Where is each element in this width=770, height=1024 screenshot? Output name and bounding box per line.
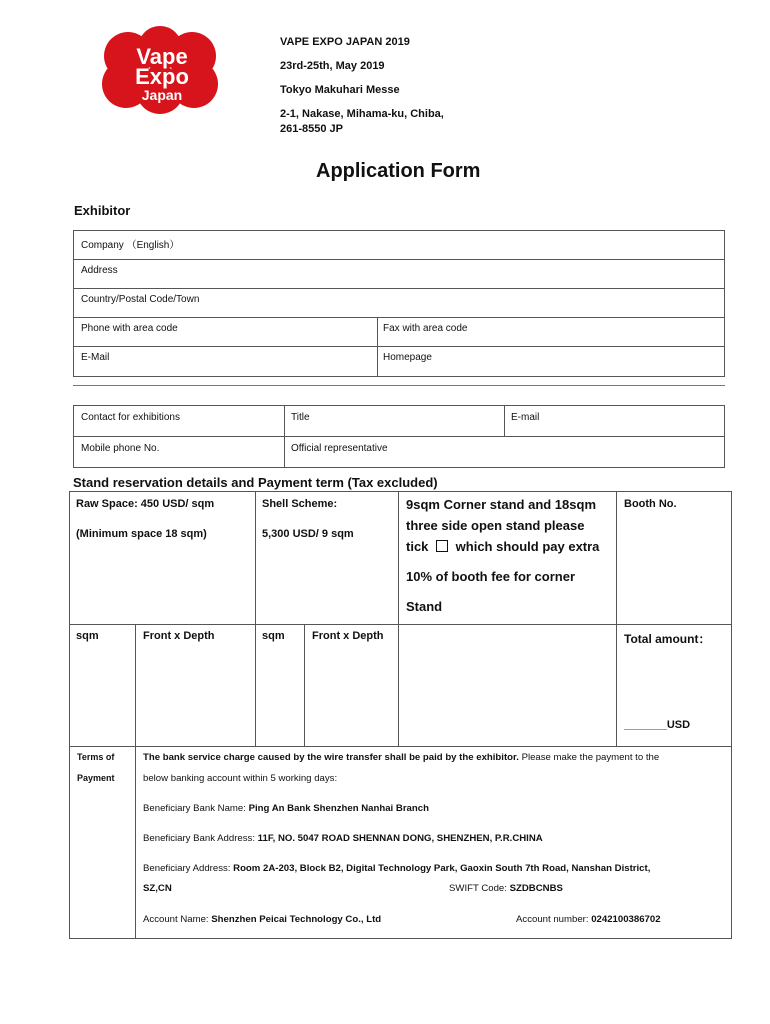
logo-cloud-graphic: [98, 26, 222, 114]
total-amount-usd-field[interactable]: _______USD: [624, 719, 691, 731]
bank-address-value: 11F, NO. 5047 ROAD SHENNAN DONG, SHENZHEN, P.R.CHINA: [257, 833, 543, 844]
payment-instruction: Please make the payment to the: [521, 752, 660, 763]
event-dates: 23rd-25th, May 2019: [280, 60, 385, 72]
beneficiary-address-label: Beneficiary Address:: [143, 863, 231, 874]
total-amount-label: Total amount：: [624, 632, 711, 646]
event-venue: Tokyo Makuhari Messe: [280, 84, 400, 96]
contact-for-field[interactable]: Contact for exhibitions: [81, 412, 180, 423]
official-rep-field[interactable]: Official representative: [291, 443, 388, 454]
payment-note-line2: below banking account within 5 working days:: [143, 773, 338, 784]
account-name-label: Account Name:: [143, 914, 209, 925]
shell-sqm-field[interactable]: sqm: [262, 630, 285, 642]
contact-title-field[interactable]: Title: [291, 412, 310, 423]
corner-stand-line3: [406, 539, 599, 554]
bank-charge-note: The bank service charge caused by the wire transfer shall be paid by the exhibitor.: [143, 752, 519, 763]
event-name: VAPE EXPO JAPAN 2019: [280, 36, 410, 48]
corner-stand-line1: 9sqm Corner stand and 18sqm: [406, 497, 596, 512]
event-address-1: 2-1, Nakase, Mihama-ku, Chiba,: [280, 108, 444, 120]
country-field[interactable]: Country/Postal Code/Town: [81, 294, 200, 305]
account-number-label: Account number:: [516, 914, 589, 925]
corner-tick-label: tick: [406, 539, 429, 554]
logo-line1: Vape: [136, 44, 188, 69]
fax-field[interactable]: Fax with area code: [383, 323, 468, 334]
raw-sqm-field[interactable]: sqm: [76, 630, 99, 642]
raw-space-minimum: (Minimum space 18 sqm): [76, 528, 207, 540]
mobile-field[interactable]: Mobile phone No.: [81, 443, 160, 454]
payment-label: Payment: [77, 773, 115, 783]
logo-line2: Expo: [135, 64, 189, 89]
bank-name-row: [143, 803, 429, 814]
vape-expo-logo: [98, 26, 222, 114]
corner-pay-label: which should pay extra: [455, 539, 600, 554]
corner-stand-line2: three side open stand please: [406, 518, 585, 533]
swift-value: SZDBCNBS: [509, 883, 563, 894]
corner-stand-line4: 10% of booth fee for corner: [406, 569, 576, 584]
shell-scheme-price: 5,300 USD/ 9 sqm: [262, 528, 354, 540]
homepage-field[interactable]: Homepage: [383, 352, 432, 363]
beneficiary-address-value: Room 2A-203, Block B2, Digital Technology Park, Gaoxin South 7th Road, Nanshan District,: [233, 863, 651, 874]
page-title: Application Form: [316, 160, 481, 182]
beneficiary-address-line2: SZ,CN: [143, 883, 172, 894]
bank-name-label: Beneficiary Bank Name:: [143, 803, 246, 814]
beneficiary-address-row: [143, 863, 650, 874]
corner-stand-checkbox[interactable]: [436, 540, 448, 552]
address-field[interactable]: Address: [81, 265, 118, 276]
raw-space-price: Raw Space: 450 USD/ sqm: [76, 498, 215, 510]
raw-front-depth-field[interactable]: Front x Depth: [143, 630, 215, 642]
account-name-row: [143, 914, 381, 925]
account-number-value: 0242100386702: [591, 914, 661, 925]
divider: [73, 385, 725, 386]
company-field[interactable]: Company （English）: [81, 240, 180, 251]
logo-line3: Japan: [141, 87, 183, 103]
account-name-value: Shenzhen Peicai Technology Co., Ltd: [211, 914, 382, 925]
contact-email-field[interactable]: E-mail: [511, 412, 540, 423]
stand-heading: Stand reservation details and Payment term (Tax excluded): [73, 475, 438, 490]
booth-number-field[interactable]: Booth No.: [624, 498, 677, 510]
account-number-row: [516, 914, 661, 925]
terms-of-label: Terms of: [77, 752, 115, 762]
swift-label: SWIFT Code:: [449, 883, 507, 894]
bank-address-label: Beneficiary Bank Address:: [143, 833, 255, 844]
bank-name-value: Ping An Bank Shenzhen Nanhai Branch: [248, 803, 429, 814]
email-field[interactable]: E-Mail: [81, 352, 110, 363]
shell-scheme-label: Shell Scheme:: [262, 498, 338, 510]
phone-field[interactable]: Phone with area code: [81, 323, 178, 334]
swift-row: [449, 883, 563, 894]
shell-front-depth-field[interactable]: Front x Depth: [312, 630, 384, 642]
corner-stand-line5: Stand: [406, 599, 443, 614]
exhibitor-heading: Exhibitor: [74, 203, 131, 218]
payment-note-line1: [143, 752, 659, 763]
event-address-2: 261-8550 JP: [280, 123, 343, 135]
bank-address-row: [143, 833, 543, 844]
